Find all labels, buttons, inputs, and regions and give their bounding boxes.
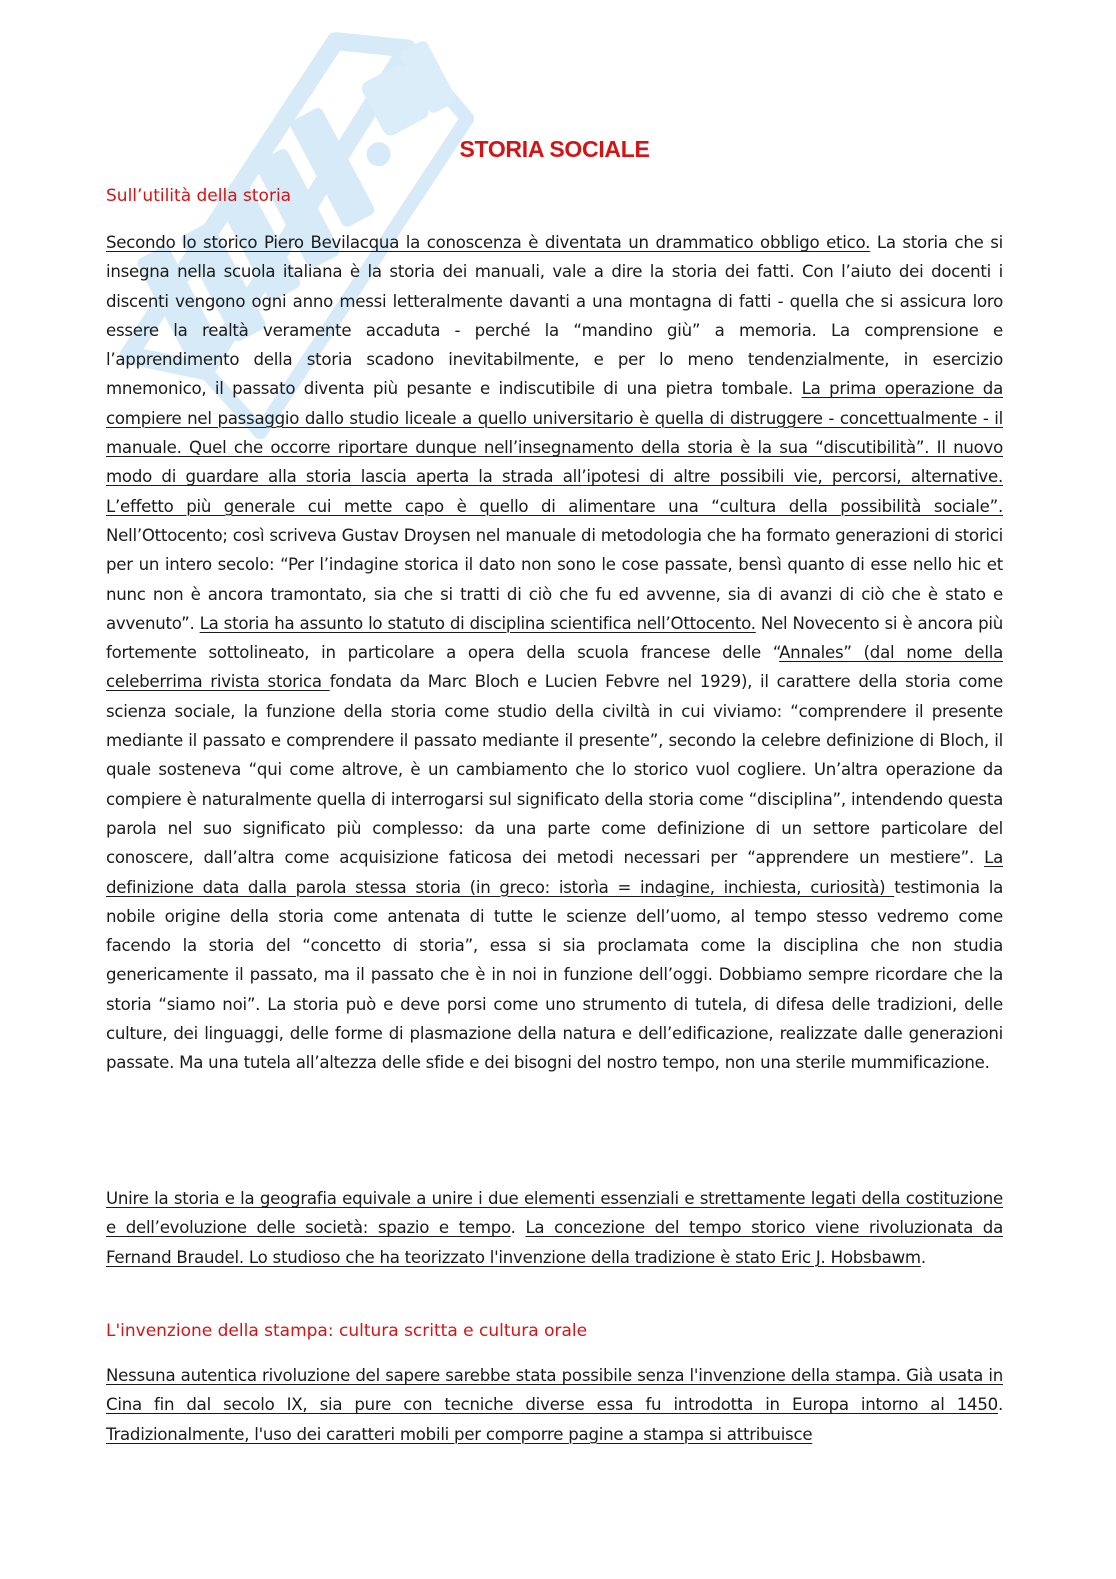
underlined-text: Nessuna autentica rivoluzione del sapere sarebbe stata possibile senza l'invenzione della stampa. Già usata in Cina fin dal secolo IX, sia pure con tecniche diverse essa fu introdotta in Europa intorno al 1450 — [106, 1366, 1003, 1415]
text-run: Nel Novecento si è ancora più fortemente sottolineato, in particolare a opera della scuola francese delle “ — [106, 613, 1004, 663]
section-heading-2: L'invenzione della stampa: cultura scritta e cultura orale — [106, 1321, 588, 1341]
underlined-text: Tradizionalmente, l'uso dei caratteri mobili per comporre pagine a stampa si attribuisce — [106, 1424, 813, 1444]
text-run: . — [920, 1247, 926, 1267]
paragraph-1 — [106, 228, 1003, 1078]
document-title: STORIA SOCIALE — [459, 136, 650, 162]
paragraph-2 — [106, 1184, 1003, 1272]
underlined-text: Secondo lo storico Piero Bevilacqua la conoscenza è diventata un drammatico obbligo etico. — [106, 233, 871, 252]
text-run: . — [997, 1395, 1003, 1415]
text-run: Nell’Ottocento; così scriveva Gustav Droysen nel manuale di metodologia che ha formato generazioni di storici per un intero secolo: “Per l’indagine storica il dato non sono le cose passate, bensì quanto di esse nello hic et nunc non è ancora tramontato, sia che si tratti di ciò che fu ed avvenne, sia di avanzi di ciò che è stato e avvenuto”. — [106, 525, 1003, 633]
underlined-text: Annales” (dal nome della celeberrima rivista storica — [106, 643, 1003, 692]
section-heading-1: Sull’utilità della storia — [106, 186, 292, 206]
text-run: fondata da Marc Bloch e Lucien Febvre nel 1929), il carattere della storia come scienza sociale, la funzione della storia come studio della civiltà in cui viviamo: “comprendere il presente mediante il passato e comprendere il passato mediante il presente”, secondo la celebre definizione di Bloch, il quale sosteneva “qui come altrove, è un cambiamento che lo storico vuol cogliere. Un’altra operazione da compiere è naturalmente quella di interrogarsi sul significato della storia come “disciplina”, intendendo questa parola nel suo significato più complesso: da una parte come definizione di un settore particolare del conoscere, dall’altra come acquisizione faticosa dei metodi necessari per “apprendere un mestiere”. — [106, 672, 1003, 868]
text-run: testimonia la nobile origine della storia come antenata di tutte le scienze dell’uomo, al tempo stesso vedremo come facendo la storia del “concetto di storia”, essa si sia proclamata come la disciplina che non studia genericamente il passato, ma il passato che è in noi in funzione dell’oggi. Dobbiamo sempre ricordare che la storia “siamo noi”. La storia può e deve porsi come uno strumento di tutela, di difesa delle tradizioni, delle culture, dei linguaggi, delle forme di plasmazione della natura e dell’edificazione, realizzate dalle generazioni passate. Ma una tutela all’altezza delle sfide e dei bisogni del nostro tempo, non una sterile mummificazione. — [106, 877, 1003, 1073]
underlined-text: La storia ha assunto lo statuto di disciplina scientifica nell’Ottocento. — [199, 613, 756, 633]
paragraph-3 — [106, 1361, 1003, 1449]
underlined-text: La definizione data dalla parola stessa storia (in greco: istorìa = indagine, inchiesta, curiosità) — [106, 848, 1003, 897]
underlined-text: La concezione del tempo storico viene rivoluzionata da Fernand Braudel. Lo studioso che ha teorizzato l'invenzione della tradizione è stato Eric J. Hobsbawm — [106, 1218, 1003, 1267]
text-run: La storia che si insegna nella scuola italiana è la storia dei manuali, vale a dire la storia dei fatti. Con l’aiuto dei docenti i discenti vengono ogni anno messi letteralmente davanti a una montagna di fatti - quella che si assicura loro essere la realtà veramente accaduta - perché la “mandino giù” a memoria. La comprensione e l’apprendimento della storia scadono inevitabilmente, e per lo meno tendenzialmente, in esercizio mnemonico, il passato diventa più pesante e indiscutibile di una pietra tombale. — [106, 233, 1003, 399]
underlined-text: La prima operazione da compiere nel passaggio dallo studio liceale a quello universitario è quella di distruggere - concettualmente - il manuale. Quel che occorre riportare dunque nell’insegnamento della storia è la sua “discutibilità”. Il nuovo modo di guardare alla storia lascia aperta la strada all’ipotesi di altre possibili vie, percorsi, alternative. L’effetto più generale cui mette capo è quello di alimentare una “cultura della possibilità sociale”. — [106, 379, 1003, 516]
text-run: . — [510, 1218, 526, 1238]
underlined-text: Unire la storia e la geografia equivale a unire i due elementi essenziali e strettamente legati della costituzione e dell’evoluzione delle società: spazio e tempo — [106, 1189, 1003, 1238]
